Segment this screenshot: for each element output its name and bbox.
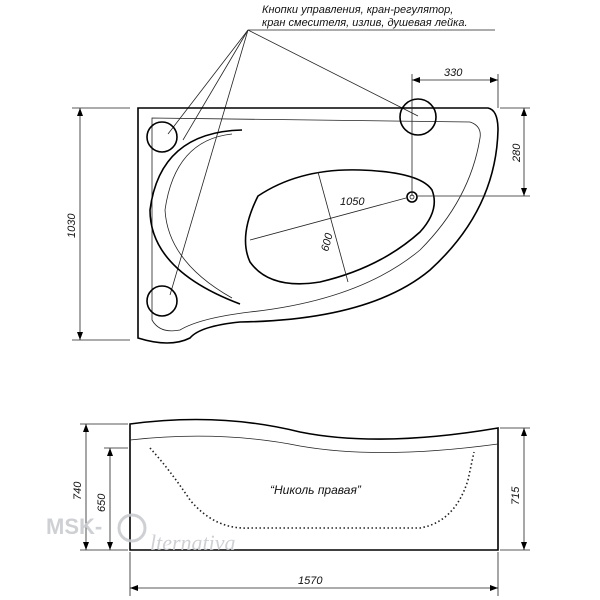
leader-line (248, 30, 418, 116)
leader-line (183, 30, 248, 140)
basin-width-label: 600 (319, 231, 336, 253)
annotation-line-1: Кнопки управления, кран-регулятор, (262, 4, 454, 16)
model-name: “Николь правая” (270, 483, 361, 497)
tub-outline-top (138, 108, 498, 343)
side-view (72, 420, 530, 597)
watermark (46, 514, 236, 555)
watermark-at-icon (119, 515, 145, 541)
control-button-circle (147, 286, 177, 316)
mixer-faucet-circle (400, 99, 436, 135)
annotation-line-2: кран смесителя, излив, душевая лейка. (262, 17, 468, 29)
basin-width-dimension-line (318, 172, 348, 282)
tub-inner-contour (152, 118, 480, 331)
annotation (168, 4, 495, 295)
watermark-brand: MSK- (46, 514, 103, 539)
backrest-inner-curve (165, 134, 232, 298)
faucet-offset-label: 330 (444, 67, 463, 79)
total-height-label: 740 (72, 481, 84, 500)
faucet-depth-label: 280 (511, 143, 523, 162)
width-label: 1030 (66, 213, 78, 238)
basin-length-label: 1050 (340, 196, 365, 208)
backrest-curve (150, 130, 242, 304)
top-view (66, 67, 530, 343)
length-label: 1570 (298, 575, 323, 587)
rim-line (130, 436, 498, 452)
control-button-circle (147, 122, 177, 152)
basin-oval (246, 170, 435, 284)
right-height-label: 715 (510, 486, 522, 505)
inner-height-label: 650 (96, 493, 108, 512)
watermark-script: lternativa (150, 530, 236, 555)
